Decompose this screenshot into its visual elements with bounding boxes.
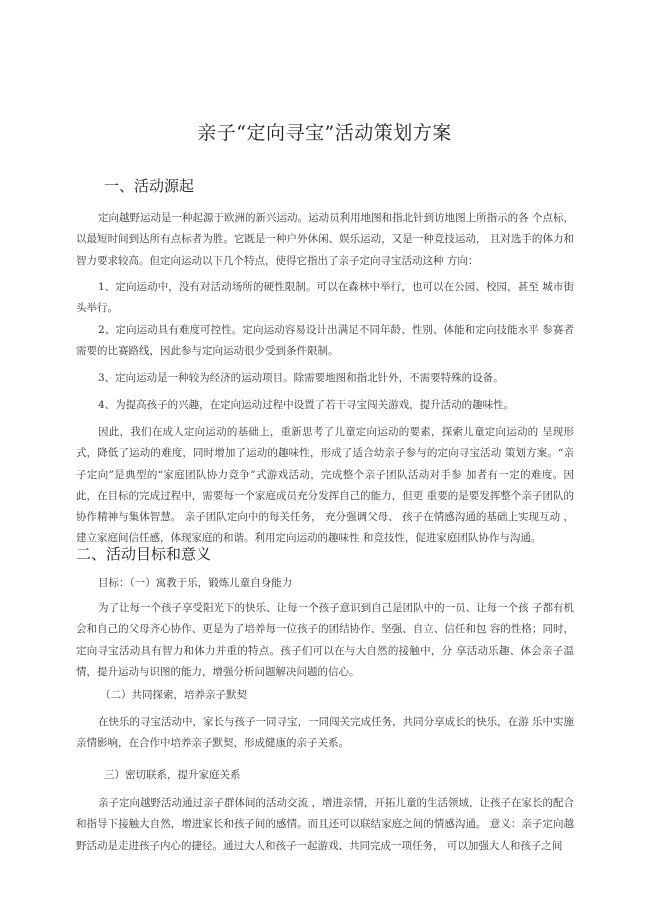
goal3-paragraph: 亲子定向越野活动通过亲子群体间的活动交流 ，增进亲情，开拓儿童的生活领域，让孩子在家长的配合和指导下接触大自然，增进家长和孩子间的感情。而且还可以联结家庭之间的情感沟通。 意义：亲子定向越野活动是走进孩子内心的捷径。通过大人和孩子一起游戏、共同完成一项任务， 可以加强大人和孩子之间	[76, 797, 574, 852]
section2-heading: 二、活动目标和意义	[76, 545, 212, 563]
goal1-paragraph: 为了让每一个孩子享受阳光下的快乐、让每一个孩子意识到自己是团队中的一员、让每一个孩 子都有机会和自己的父母齐心协作、更是为了培养每一位孩子的团结协作、坚强、自立、信任和包 容的性格；同时，定向寻宝活动具有智力和体力并重的特点。孩子们可以在与大自然的接触中，分 享活动乐趣、体会亲子温情，提升运动与识图的能力，增强分析问题解决问题的信心。	[76, 602, 574, 678]
point-2-paragraph: 2、定向运动具有难度可控性。定向运动容易设计出满足不同年龄、性别、体能和定向技能水平 参赛者需要的比赛路线，因此参与定向运动很少受到条件限制。	[76, 324, 574, 358]
section1-heading: 一、活动源起	[104, 177, 195, 195]
point-1-paragraph: 1、定向运动中，没有对活动场所的硬性限制。可以在森林中举行，也可以在公园、校园，甚至 城市街头举行。	[76, 281, 574, 315]
goal1-heading: 目标：（一）寓教于乐，锻炼儿童自身能力	[98, 577, 293, 589]
goal2-heading: （二）共同探索，培养亲子默契	[100, 689, 247, 701]
point-3-paragraph: 3、定向运动是一种较为经济的运动项目。除需要地图和指北针外，不需要特殊的设备。	[98, 372, 504, 384]
section1-intro-paragraph: 定向越野运动是一种起源于欧洲的新兴运动。运动员利用地图和指北针到访地图上所指示的各 个点标，以最短时间到达所有点标者为胜。它既是一种户外休闲、娱乐运动，又是一种竞技运动， 且对选手的体力和智力要求较高。但定向运动以下几个特点，使得它指出了亲子定向寻宝活动这种 方向：	[76, 212, 574, 267]
conclusion-paragraph: 因此，我们在成人定向运动的基础上，重新思考了儿童定向运动的要素，探索儿童定向运动的 呈现形式，降低了运动的难度，同时增加了运动的趣味性，形成了适合幼亲子参与的定向寻宝活动 策划方案。“亲子定向”是典型的“家庭团队协力竞争”式游戏活动，完成整个亲子团队活动对手参 加者有一定的难度。因此，在目标的完成过程中，需要每一个家庭成员充分发挥自己的能力，但更 重要的是要发挥整个亲子团队的协作精神与集体智慧。 亲子团队定向中的每关任务， 充分强调父母、 孩子在情感沟通的基础上实现互动 ，建立家庭间信任感，体现家庭的和谐。利用定向运动的趣味性 和竞技性，促进家庭团队协作与沟通。	[76, 426, 574, 545]
goal2-paragraph: 在快乐的寻宝活动中，家长与孩子一同寻宝，一同闯关完成任务，共同分享成长的快乐，在游 乐中实施亲情影响，在合作中培养亲子默契，形成健康的亲子关系。	[76, 716, 574, 750]
goal3-heading: 三）密切联系，提升家庭关系	[104, 769, 241, 781]
point-4-paragraph: 4、为提高孩子的兴趣，在定向运动过程中设置了若干寻宝闯关游戏，提升活动的趣味性。	[98, 399, 515, 411]
document-title: 亲子“定向寻宝”活动策划方案	[197, 122, 452, 144]
